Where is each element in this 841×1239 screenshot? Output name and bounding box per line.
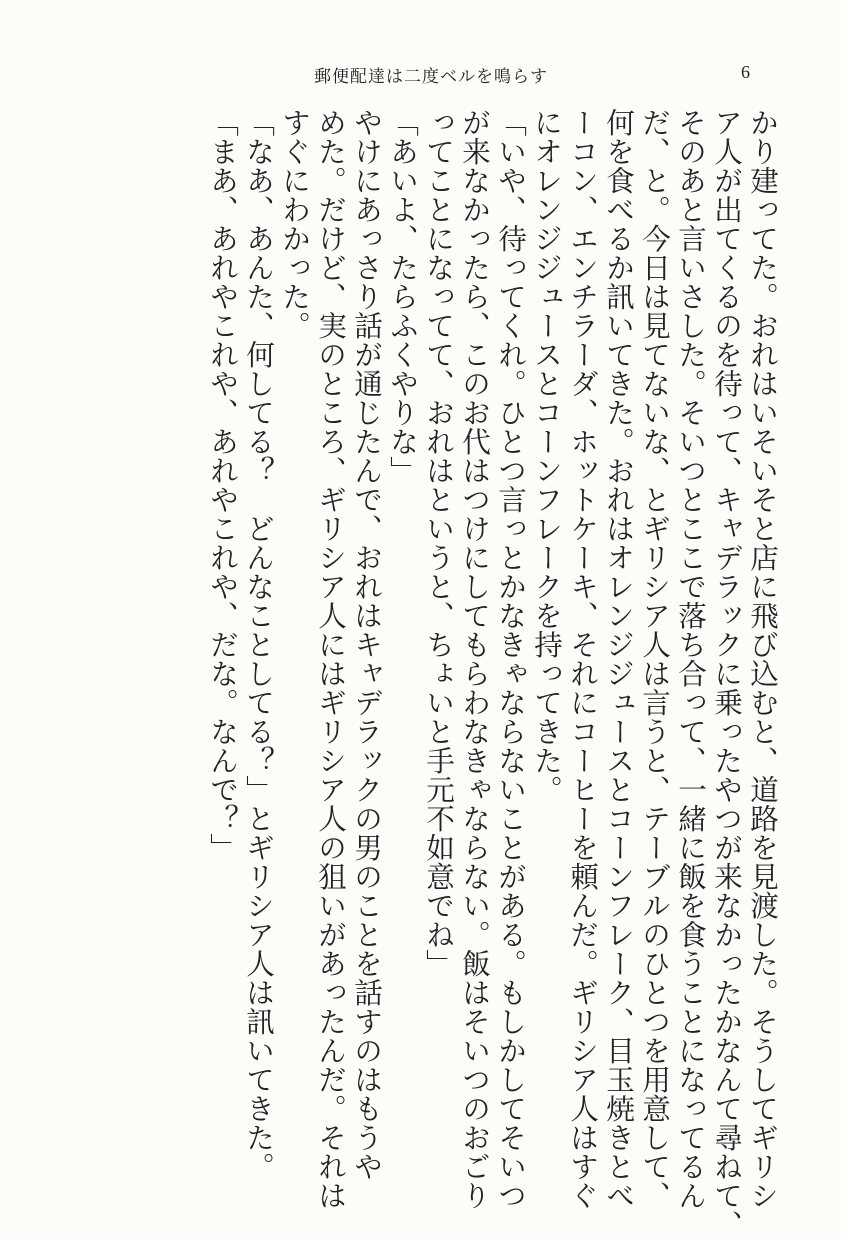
text-line: にオレンジジュースとコーンフレークを持ってきた。	[530, 108, 564, 804]
text-line: そのあと言いさした。そいつとここで落ち合って、一緒に飯を食うことになってるん	[674, 108, 708, 1210]
dialogue-line: 「あいよ、たらふくやりな」	[386, 108, 420, 485]
text-line: やけにあっさり話が通じたんで、おれはキャデラックの男のことを話すのはもうや	[350, 108, 384, 1181]
dialogue-line: 「まあ、あれやこれや、あれやこれや、だな。なんで？」	[206, 108, 240, 862]
text-line: かり建ってた。おれはいそいそと店に飛び込むと、道路を見渡した。そうしてギリシ	[746, 108, 780, 1210]
page-header	[0, 62, 841, 92]
dialogue-line: が来なかったら、このお代はつけにしてもらわなきゃならない。飯はそいつのおごり	[458, 108, 492, 1210]
text-line: すぐにわかった。	[278, 108, 312, 340]
page-number: 6	[741, 62, 750, 82]
body-text	[205, 108, 781, 1239]
text-line: 何を食べるか訊いてきた。おれはオレンジジュースとコーンフレーク、目玉焼きとべ	[602, 108, 636, 1210]
dialogue-line: 「いや、待ってくれ。ひとつ言っとかなきゃならないことがある。もしかしてそいつ	[494, 108, 528, 1210]
text-line: めた。だけど、実のところ、ギリシア人にはギリシア人の狙いがあったんだ。それは	[314, 108, 348, 1210]
dialogue-line: ってことになってて、おれはというと、ちょいと手元不如意でね」	[422, 108, 456, 978]
text-line: だ、と。今日は見てないな、とギリシア人は言うと、テーブルのひとつを用意して、	[638, 108, 672, 1210]
dialogue-line: 「なあ、あんた、何してる？ どんなことしてる？」とギリシア人は訊いてきた。	[242, 108, 276, 1181]
text-line: ア人が出てくるのを待って、キャデラックに乗ったやつが来なかったかなんて尋ねて、	[710, 108, 744, 1239]
running-title: 郵便配達は二度ベルを鳴らす	[314, 67, 548, 87]
text-line: ーコン、エンチラーダ、ホットケーキ、それにコーヒーを頼んだ。ギリシア人はすぐ	[566, 108, 600, 1210]
